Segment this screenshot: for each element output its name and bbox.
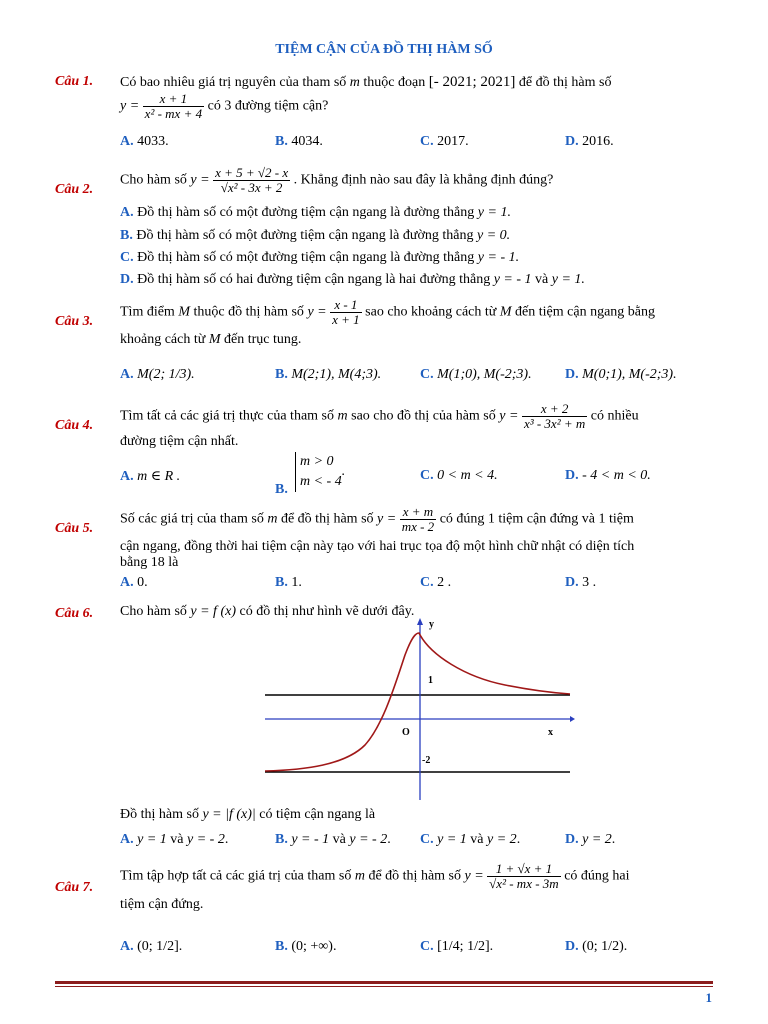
- question-7: Câu 7. Tìm tập hợp tất cả các giá trị của tham số m để đồ thị hàm số y = $\frac{1 + √x + 1}{\text{√x² - mx - 3m}}$ có đúng hai tiệm cận đứng. A. (0; 1/2]. B. (0; +∞). C. [1/4; 1/2]. D. (0; 1/2).: [55, 861, 630, 954]
- option-b[interactable]: B. y = - 1 và y = - 2.: [275, 832, 391, 847]
- option-c[interactable]: C. 2017.: [420, 134, 469, 149]
- option-c[interactable]: C. Đồ thị hàm số có một đường tiệm cận ngang là đường thẳng y = - 1.: [120, 250, 520, 265]
- option-a[interactable]: A. (0; 1/2].: [120, 939, 183, 954]
- function-graph: [265, 615, 575, 800]
- option-d[interactable]: D. Đồ thị hàm số có hai đường tiệm cận ngang là hai đường thẳng y = - 1 và y = 1.: [120, 272, 585, 287]
- y-axis-label: y: [429, 619, 434, 630]
- option-c[interactable]: C. [1/4; 1/2].: [420, 939, 494, 954]
- formula: y = $\frac{x + 1}{\text{x² - mx + 4}}$ có 3 đường tiệm cận?: [120, 91, 329, 121]
- question-3: Câu 3. Tìm điểm M thuộc đồ thị hàm số y = $\frac{x - 1}{x + 1}$ sao cho khoảng cách từ M đến tiệm cận ngang bằng khoảng cách từ M đến trục tung. A. M(2; 1/3). B. M(2;1), M(4;3). C. M(1;0), M(-2;3). D. M(0;1), M(-2;3).: [55, 297, 677, 382]
- option-d[interactable]: D. 2016.: [565, 134, 614, 149]
- x-axis-arrow: [570, 716, 575, 722]
- question-6-continued: Đồ thị hàm số y = |f (x)| có tiệm cận ngang là A. y = 1 và y = - 2. B. y = - 1 và y = - 2. C. y = 1 và y = 2. D. y = 2.: [120, 807, 616, 847]
- option-a[interactable]: A. 0.: [120, 575, 148, 590]
- tick-label-negative: -2: [422, 755, 431, 766]
- origin-label: O: [402, 727, 410, 738]
- option-b[interactable]: m > 0 m < - 4 . B.: [275, 454, 346, 497]
- x-axis-label: x: [548, 727, 553, 738]
- function-curve: [265, 633, 570, 771]
- option-a[interactable]: A. y = 1 và y = - 2.: [120, 832, 229, 847]
- option-c[interactable]: C. 0 < m < 4.: [420, 468, 498, 483]
- option-b[interactable]: B. Đồ thị hàm số có một đường tiệm cận ngang là đường thẳng y = 0.: [120, 228, 511, 243]
- option-a[interactable]: A. m ∈ R .: [120, 469, 181, 484]
- option-b[interactable]: B. M(2;1), M(4;3).: [275, 367, 382, 382]
- option-d[interactable]: D. - 4 < m < 0.: [565, 468, 651, 483]
- question-label: Câu 1.: [55, 74, 94, 89]
- question-6: Câu 6. Cho hàm số y = f (x) có đồ thị như hình vẽ dưới đây.: [55, 604, 415, 621]
- question-5: Câu 5. Số các giá trị của tham số m để đồ thị hàm số y = $\frac{x + m}{mx - 2}$ có đúng 1 tiệm cận đứng và 1 tiệm cận ngang, đồng thời hai tiệm cận này tạo với hai trục tọa độ một hình chữ nhật có diện tích bằng 18 là A. 0. B. 1. C. 2 . D. 3 .: [55, 504, 635, 590]
- question-2: Câu 2. Cho hàm số y = $\frac{x + 5 + √2 - x}{\text{√x² - 3x + 2}}$ . Khẳng định nào sau đây là khẳng định đúng? A. Đồ thị hàm số có một đường tiệm cận ngang là đường thẳng y = 1. B. Đồ thị hàm số có một đường tiệm cận ngang là đường thẳng y = 0. C. Đồ thị hàm số có một đường tiệm cận ngang là đường thẳng y = - 1. D. Đồ thị hàm số có hai đường tiệm cận ngang là hai đường thẳng y = - 1 và y = 1.: [55, 165, 585, 287]
- option-b[interactable]: B. (0; +∞).: [275, 939, 337, 954]
- option-b[interactable]: B. 4034.: [275, 134, 323, 149]
- option-c[interactable]: C. 2 .: [420, 575, 452, 590]
- option-c[interactable]: C. M(1;0), M(-2;3).: [420, 367, 532, 382]
- question-text: Có bao nhiêu giá trị nguyên của tham số m thuộc đoạn [- 2021; 2021] để đồ thị hàm số: [120, 74, 612, 90]
- footer-divider: [55, 981, 713, 984]
- y-axis-arrow: [417, 618, 423, 625]
- page-number: 1: [705, 990, 712, 1005]
- option-a[interactable]: A. Đồ thị hàm số có một đường tiệm cận ngang là đường thẳng y = 1.: [120, 205, 511, 220]
- option-a[interactable]: A. M(2; 1/3).: [120, 367, 195, 382]
- option-d[interactable]: D. 3 .: [565, 575, 597, 590]
- option-b[interactable]: B. 1.: [275, 575, 302, 590]
- option-d[interactable]: D. (0; 1/2).: [565, 939, 628, 954]
- option-d[interactable]: D. M(0;1), M(-2;3).: [565, 367, 677, 382]
- option-c[interactable]: C. y = 1 và y = 2.: [420, 832, 521, 847]
- page-title: TIỆM CẬN CỦA ĐỒ THỊ HÀM SỐ: [275, 42, 493, 57]
- option-a[interactable]: A. 4033.: [120, 134, 169, 149]
- tick-label-positive: 1: [428, 675, 433, 686]
- question-1: [55, 72, 715, 152]
- interval: [- 2021; 2021]: [428, 74, 516, 90]
- footer-divider-thin: [55, 986, 713, 987]
- question-4: Câu 4. Tìm tất cả các giá trị thực của tham số m sao cho đồ thị của hàm số y = $\frac{x + 2}{\text{x³ - 3x² + m}}$ có nhiều đường tiệm cận nhất. A. m ∈ R . m > 0 m < - 4 . B. C. 0 < m < 4. D. - 4 < m < 0.: [55, 401, 651, 497]
- option-d[interactable]: D. y = 2.: [565, 832, 616, 847]
